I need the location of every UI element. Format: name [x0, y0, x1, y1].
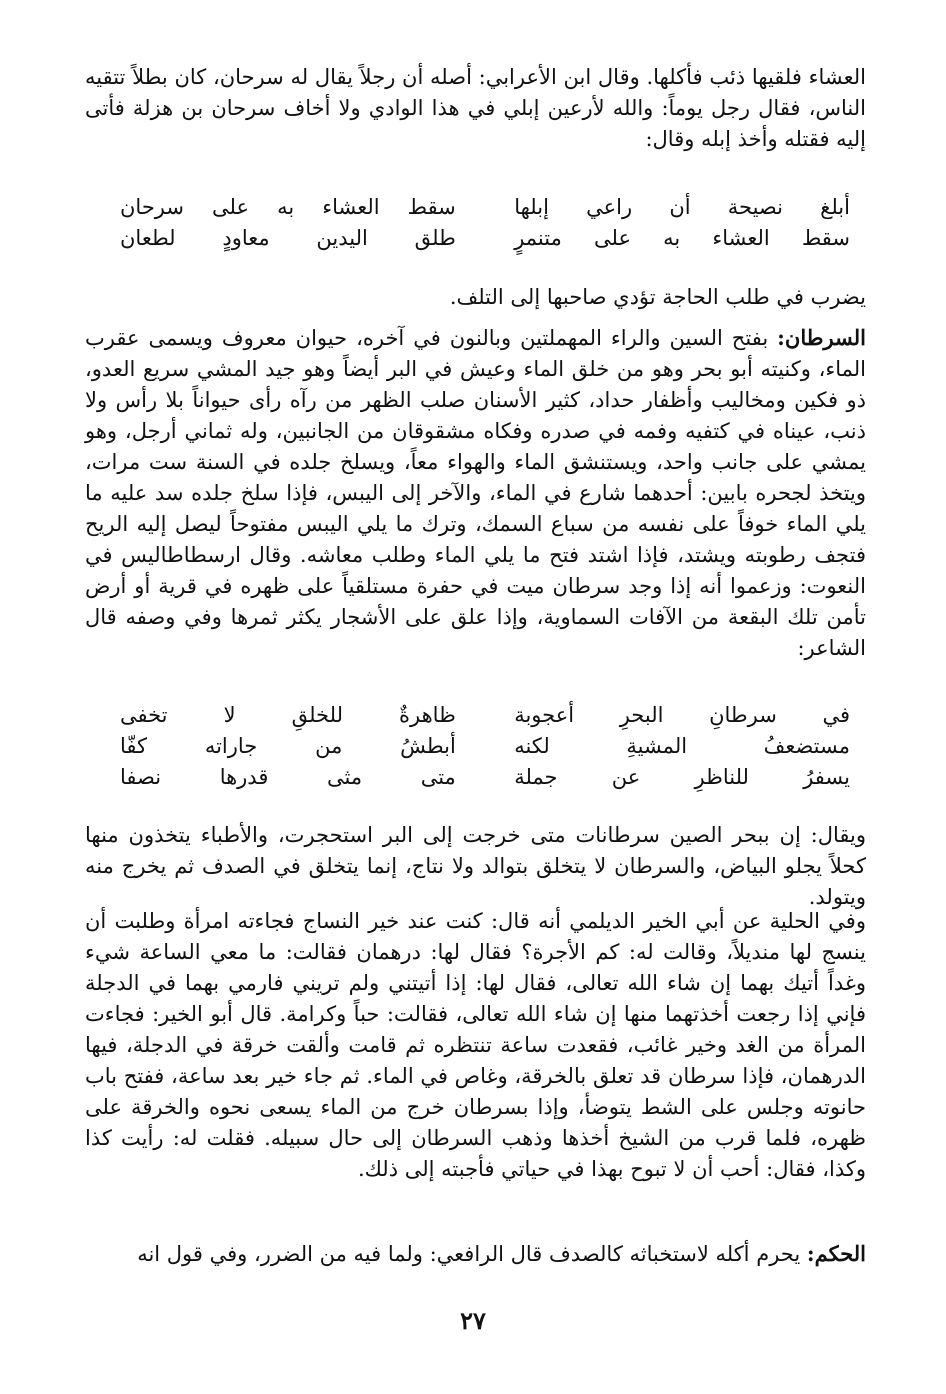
- poem-hemistich-first: أبلغ نصيحة أن راعي إبلها: [514, 195, 850, 219]
- poem-sirhan: [120, 192, 850, 254]
- paragraph-text: ويقال: إن ببحر الصين سرطانات متى خرجت إلى البر استحجرت، والأطباء يتخذون منها كحلاً يجلو البياض، والسرطان لا يتخلق بتوالد ولا نتاج، إنما يتخلق في الصدف ثم يخرج منه ويتولد.: [85, 823, 866, 909]
- poem-hemistich-second: أبطشُ من جاراته كفّا: [120, 734, 456, 758]
- paragraph-text: يضرب في طلب الحاجة تؤدي صاحبها إلى التلف.: [449, 285, 866, 309]
- paragraph-proverb-usage: [85, 282, 866, 313]
- poem-hemistich-second: سقط العشاء به على سرحان: [120, 195, 456, 219]
- poem-hemistich-second: متى مثى قدرها نصفا: [120, 765, 456, 789]
- paragraph-china-sea: [85, 820, 866, 913]
- paragraph-sirhan-story: [85, 62, 866, 155]
- paragraph-text: يحرم أكله لاستخباثه كالصدف قال الرافعي: ولما فيه من الضرر، وفي قول انه: [137, 1242, 801, 1266]
- poem-hemistich-second: طلق اليدين معاودٍ لطعان: [120, 226, 456, 250]
- poem-line: [120, 731, 850, 762]
- entry-heading-crab: السرطان:: [777, 325, 866, 350]
- poem-hemistich-second: ظاهرةٌ للخلقِ لا تخفى: [120, 703, 456, 727]
- poem-line: [120, 223, 850, 254]
- poem-line: [120, 700, 850, 731]
- poem-hemistich-first: مستضعفُ المشيةِ لكنه: [514, 734, 850, 758]
- paragraph-hilya-story: [85, 906, 866, 1185]
- poem-hemistich-first: يسفرُ للناظرِ عن جملة: [514, 765, 850, 789]
- paragraph-text: العشاء فلقيها ذئب فأكلها. وقال ابن الأعرابي: أصله أن رجلاً يقال له سرحان، كان بطلاً تتقيه الناس، فقال رجل يوماً: والله لأرعين إبلي في هذا الوادي ولا أخاف سرحان بن هزلة فأتى إليه فقتله وأخذ إبله وقال:: [85, 65, 866, 151]
- page-number: ٢٧: [460, 1306, 486, 1335]
- poem-line: [120, 762, 850, 793]
- poem-hemistich-first: في سرطانِ البحرِ أعجوبة: [514, 703, 850, 727]
- poem-hemistich-first: سقط العشاء به على متنمرٍ: [514, 226, 850, 250]
- paragraph-crab-description: [85, 322, 866, 664]
- paragraph-text: بفتح السين والراء المهملتين وبالنون في آخره، حيوان معروف ويسمى عقرب الماء، وكنيته أبو بحر وهو من خلق الماء وعيش في البر أيضاً وهو جيد المشي سريع العدو، ذو فكين ومخاليب وأظفار حداد، كثير الأسنان صلب الظهر من رآه رأى حيواناً بلا رأس ولا ذنب، عيناه في كتفيه وفمه في صدره وفكاه مشقوقان من الجانبين، وله ثماني أرجل، وهو يمشي على جانب واحد، ويستنشق الماء والهواء معاً، ويسلخ جلده في السنة ست مرات، ويتخذ لجحره بابين: أحدهما شارع في الماء، والآخر إلى اليبس، فإذا سلخ جلده سد عليه ما يلي الماء خوفاً على نفسه من سباع السمك، وترك ما يلي اليبس مفتوحاً ليصل إليه الريح فتجف رطوبته ويشتد، فإذا اشتد فتح ما يلي الماء وطلب معاشه. وقال ارسطاطاليس في النعوت: وزعموا أنه إذا وجد سرطان ميت في حفرة مستلقياً على ظهره في قرية أو أرض تأمن تلك البقعة من الآفات السماوية، وإذا علق على الأشجار يكثر ثمرها وفي وصفه قال الشاعر:: [85, 326, 866, 660]
- poem-line: [120, 192, 850, 223]
- poem-crab: [120, 700, 850, 793]
- paragraph-text: وفي الحلية عن أبي الخير الديلمي أنه قال: كنت عند خير النساج فجاءته امرأة وطلبت أن ينسج لها منديلاً، وقالت له: كم الأجرة؟ فقال لها: درهمان فقالت: ما معي الساعة شيء وغداً أتيك بهما إن شاء الله تعالى، فقال لها: إذا أتيتني ولم تريني فارمي بهما في الدجلة فإني إذا رجعت أخذتهما منها إن شاء الله تعالى، فقالت: حباً وكرامة. قال أبو الخير: فجاءت المرأة من الغد وخير غائب، فقعدت ساعة تنتظره ثم قامت وألقت خرقة في الدجلة، فيها الدرهمان، فإذا سرطان قد تعلق بالخرقة، وغاص في الماء. ثم جاء خير بعد ساعة، ففتح باب حانوته وجلس على الشط يتوضأ، وإذا بسرطان خرج من الماء يسعى نحوه والخرقة على ظهره، فلما قرب من الشيخ أخذها وذهب السرطان إلى حال سبيله. فقلت له: رأيت كذا وكذا، فقال: أحب أن لا تبوح بهذا في حياتي فأجبته إلى ذلك.: [85, 909, 866, 1181]
- section-heading-ruling: الحكم:: [806, 1241, 866, 1266]
- paragraph-ruling: [85, 1238, 866, 1270]
